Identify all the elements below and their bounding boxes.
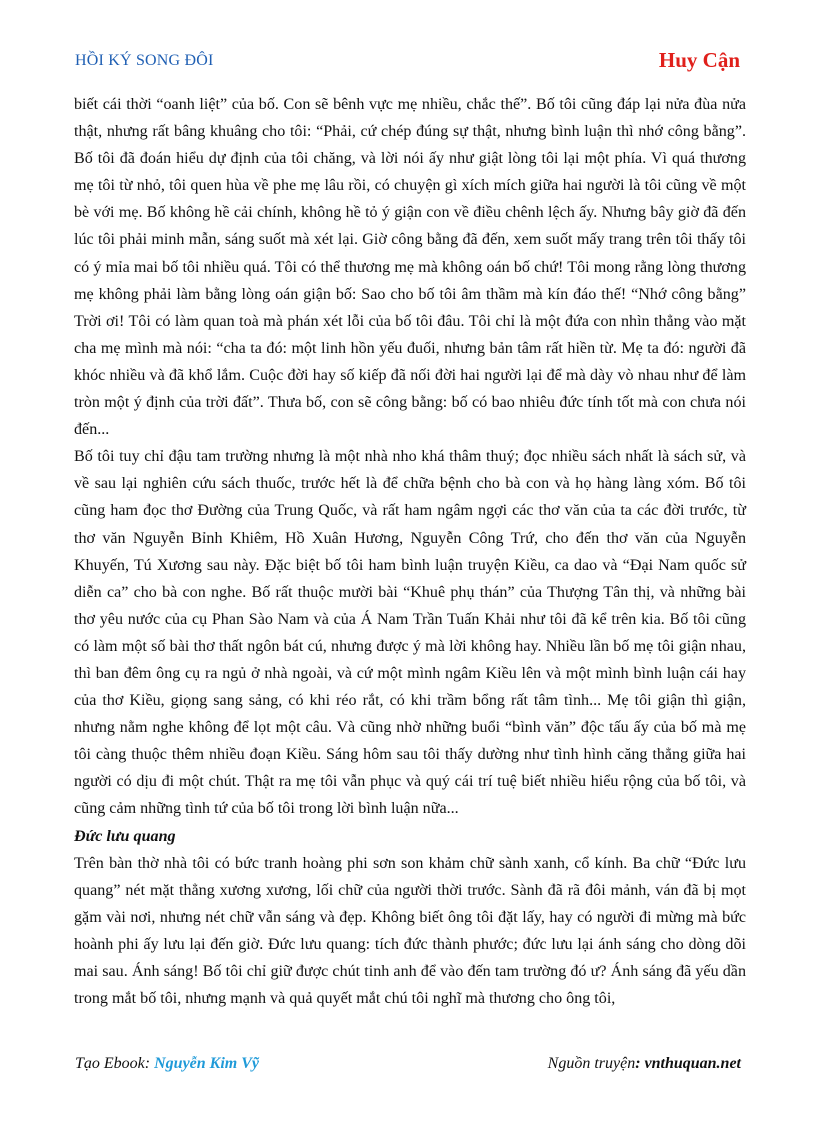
section-heading: Đức lưu quang: [74, 827, 176, 845]
footer-source: [548, 1055, 741, 1073]
source-separator: :: [635, 1055, 645, 1072]
paragraph: Bố tôi tuy chỉ đậu tam trường nhưng là một nhà nho khá thâm thuý; đọc nhiều sách nhất là sách sử, và về sau lại nghiên cứu sách thuốc, trước hết là để chữa bệnh cho bà con và họ hàng làng xóm. Bố tôi cũng ham đọc thơ Đường của Trung Quốc, và rất ham ngâm ngợi các thơ văn của ta các đời trước, từ thơ văn Nguyễn Bỉnh Khiêm, Hồ Xuân Hương, Nguyễn Công Trứ, cho đến thơ văn của Nguyễn Khuyến, Tú Xương sau này. Đặc biệt bố tôi ham bình luận truyện Kiều, ca dao và “Đại Nam quốc sử diễn ca” cho bà con nghe. Bố rất thuộc mười bài “Khuê phụ thán” của Thượng Tân thị, và những bài thơ yêu nước của cụ Phan Sào Nam và của Á Nam Trần Tuấn Khải như tôi đã kể trên kia. Bố tôi cũng có làm một số bài thơ thất ngôn bát cú, nhưng được ý mà lời không hay. Nhiều lần bố mẹ tôi giận nhau, thì ban đêm ông cụ ra ngủ ở nhà ngoài, và cứ một mình ngâm Kiều lên và một mình bình luận cái hay của thơ Kiều, giọng sang sảng, có khi réo rắt, có khi trầm bổng rất tâm tình... Mẹ tôi giận thì giận, nhưng nằm nghe không để lọt một câu. Và cũng nhờ những buổi “bình văn” độc tấu ấy của bố mà mẹ tôi càng thuộc thêm nhiều đoạn Kiều. Sáng hôm sau tôi thấy dường như tình hình căng thẳng giữa hai người có dịu đi một chút. Thật ra mẹ tôi vẫn phục và quý cái trí tuệ biết nhiều hiểu rộng của bố tôi, và cũng cảm những tình tứ của bố tôi trong lời bình luận nữa...: [74, 448, 746, 818]
book-title: HỒI KÝ SONG ĐÔI: [75, 52, 214, 69]
ebook-label: Tạo Ebook: [75, 1055, 145, 1072]
ebook-separator: :: [144, 1055, 155, 1072]
footer-ebook-credit: [75, 1055, 259, 1073]
source-label: Nguồn truyện: [547, 1055, 636, 1072]
source-site: vnthuquan.net: [644, 1055, 741, 1072]
author-name: Huy Cận: [658, 48, 740, 72]
paragraph: Trên bàn thờ nhà tôi có bức tranh hoàng phi sơn son khảm chữ sành xanh, cổ kính. Ba chữ “Đức lưu quang” nét mặt thẳng xương xương, lối chữ của người thời trước. Sành đã rã đôi mảnh, ván đã bị mọt gặm vài nơi, nhưng nét chữ vẫn sáng và đẹp. Không biết ông tôi đặt lấy, hay có người đi mừng mà bức hoành phi ấy lưu lại đến giờ. Đức lưu quang: tích đức thành phước; đức lưu lại ánh sáng cho dòng dõi mai sau. Ánh sáng! Bố tôi chỉ giữ được chút tinh anh để vào đến tam trường đó ư? Ánh sáng đã yếu dần trong mắt bố tôi, nhưng mạnh và quả quyết mắt chú tôi nghĩ mà thương cho ông tôi,: [74, 854, 746, 1008]
paragraph: biết cái thời “oanh liệt” của bố. Con sẽ bênh vực mẹ nhiều, chắc thế”. Bố tôi cũng đáp lại nửa đùa nửa thật, nhưng rất bâng khuâng cho tôi: “Phải, cứ chép đúng sự thật, nhưng bình luận thì nhớ công bằng”. Bố tôi đã đoán hiểu dự định của tôi chăng, và lời nói ấy như giật lòng tôi lại một phía. Vì quá thương mẹ tôi từ nhỏ, tôi quen hùa về phe mẹ lâu rồi, có chuyện gì xích mích giữa hai người là tôi cũng về một bè với mẹ. Bố không hề cải chính, không hề tỏ ý giận con về điều chênh lệch ấy. Nhưng bây giờ đã đến lúc tôi phải minh mẫn, sáng suốt mà xét lại. Giờ công bằng đã đến, xem suốt mấy trang trên tôi thấy tôi có ý mỉa mai bố tôi nhiều quá. Tôi có thể thương mẹ mà không oán bố chứ! Tôi mong rằng lòng thương mẹ không phải làm bằng lòng oán giận bố: Sao cho bố tôi âm thầm mà kín đáo thế! “Nhớ công bằng” Trời ơi! Tôi có làm quan toà mà phán xét lỗi của bố tôi đâu. Tôi chỉ là một đứa con nhìn thẳng vào mặt cha mẹ mình mà nói: “cha ta đó: một linh hồn yếu đuối, nhưng bản tâm rất hiền từ. Mẹ ta đó: người đã khóc nhiều và đã khổ lắm. Cuộc đời hay số kiếp đã nối đời hai người lại để mà dày vò nhau như để làm tròn một ý định của trời đất”. Thưa bố, con sẽ công bằng: bố có bao nhiêu đức tính tốt mà con chưa nói đến...: [74, 96, 746, 439]
ebook-author: Nguyễn Kim Vỹ: [154, 1055, 259, 1072]
page-footer: [75, 1055, 741, 1073]
body-text: [74, 91, 746, 1012]
